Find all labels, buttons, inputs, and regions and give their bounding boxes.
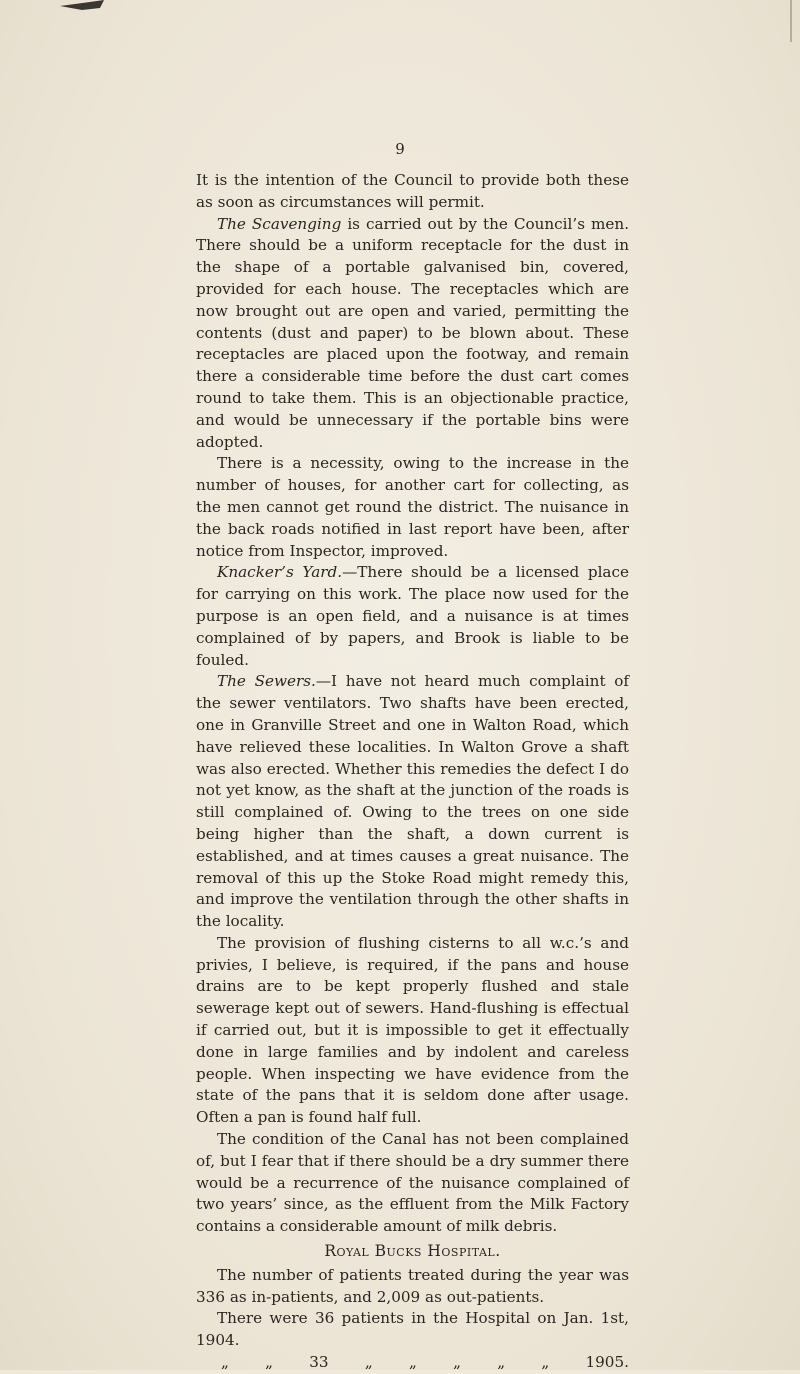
paragraph-patients-1904: There were 36 patients in the Hospital on Jan. 1st, 1904. [196, 1309, 629, 1350]
paragraph-knacker [196, 562, 629, 671]
paragraph-flushing: The provision of flushing cisterns to all w.c.’s and privies, I believe, is required, if the pans and house drains are to be kept properly flushed and stale sewerage kept out of sewers. Hand-flushing is effectual if carried out, but it is impossible to get it effectually done in large families and by indolent and careless people. When inspecting we have evidence from the state of the pans that it is seldom done after usage. Often a pan is found half full. [196, 933, 629, 1127]
paragraph-sewers-text: —I have not heard much complaint of the sewer ventilators. Two shafts have been erected, one in Granville Street and one in Walton Road, which have relieved these localities. In Walton Grove a shaft was also erected. Whether this remedies the defect I do not yet know, as the shaft at the junction of the roads is still complained of. Owing to the trees on one side being higher than the shaft, a down current is established, and at times causes a great nuisance. The removal of this up the Stoke Road might remedy this, and improve the ventilation through the other shafts in the locality. [196, 672, 629, 931]
ditto-mark: „ [541, 1353, 550, 1372]
paragraph-scavenging [196, 214, 629, 454]
ditto-mark: „ [408, 1353, 417, 1372]
paragraph-scavenging-text: is carried out by the Council’s men. There should be a uniform receptacle for the dust in the shape of a portable galvanised bin, covered, provided for each house. The receptacles which are now brought out are open and varied, permitting the contents (dust and paper) to be blown about. These receptacles are placed upon the footway, and remain there a considerable time before the dust cart comes round to take them. This is an objectionable practice, and would be unnecessary if the portable bins were adopted. [196, 214, 630, 451]
paragraph-collecting-cart: There is a necessity, owing to the increase in the number of houses, for another cart for collecting, as the men cannot get round the district. The nuisance in the back roads notified in last report have been, after notice from Inspector, improved. [196, 454, 629, 560]
section-heading-text: Royal Bucks Hospital. [324, 1242, 501, 1261]
ditto-mark: „ [221, 1353, 229, 1372]
year-1905: 1905. [585, 1353, 629, 1372]
run-in-heading-sewers: The Sewers. [217, 672, 316, 691]
run-in-heading-scavenging: The Scavenging [217, 214, 342, 233]
paragraph-intro: It is the intention of the Council to provide both these as soon as circumstances will permit. [196, 171, 629, 211]
ditto-line-1905 [196, 1352, 629, 1374]
ditto-mark: „ [364, 1353, 373, 1372]
ditto-mark: „ [453, 1353, 461, 1372]
section-heading [196, 1241, 629, 1263]
page-edge-line [790, 0, 792, 42]
patient-count-1905: 33 [309, 1353, 329, 1372]
ditto-mark: „ [265, 1353, 273, 1372]
paragraph-canal: The condition of the Canal has not been complained of, but I fear that if there should be a dry summer there would be a recurrence of the nuisance complained of two years’ since, as the effluent from the Milk Factory contains a considerable amount of milk debris. [196, 1130, 629, 1236]
page-number: 9 [395, 140, 405, 158]
paragraph-knacker-text: —There should be a licensed place for carrying on this work. The place now used for the purpose is an open field, and a nuisance is at times complained of by papers, and Brook is liable to be fouled. [196, 563, 629, 669]
paragraph-sewers [196, 671, 629, 933]
body-text [196, 170, 629, 1374]
paragraph-patients-treated: The number of patients treated during the year was 336 as in-patients, and 2,009 as out-patients. [196, 1265, 629, 1306]
page-edge-mark [60, 0, 110, 18]
run-in-heading-knacker: Knacker’s Yard. [217, 563, 343, 582]
ditto-mark: „ [497, 1353, 506, 1372]
